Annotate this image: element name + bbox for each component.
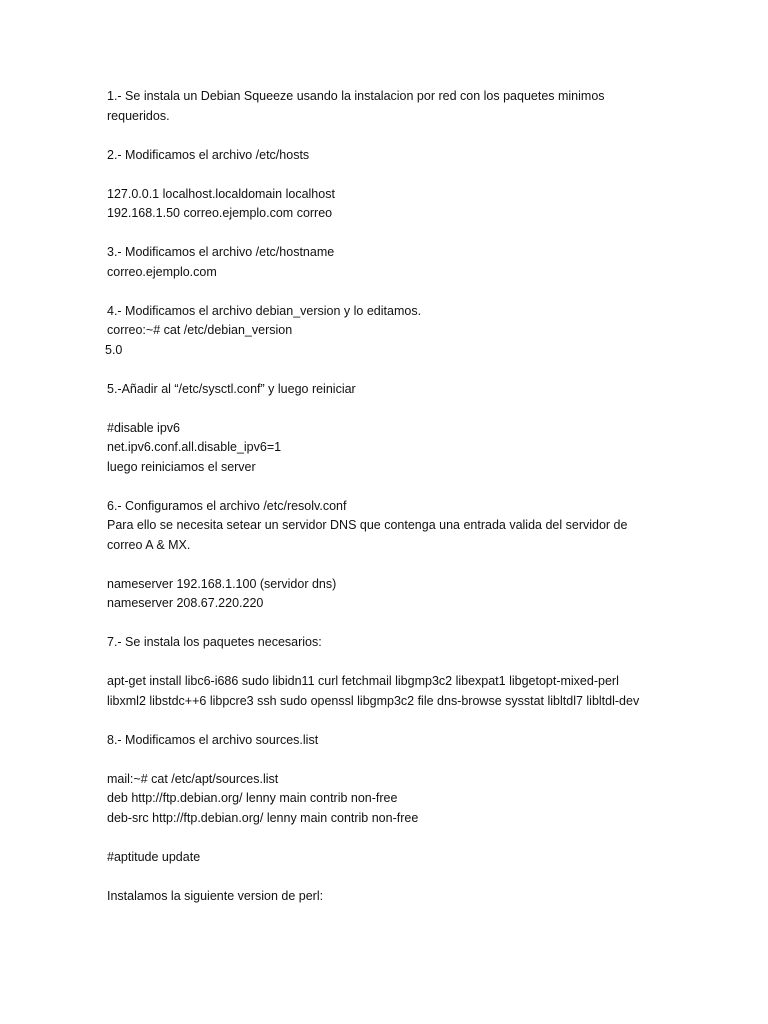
step-8-heading: 8.- Modificamos el archivo sources.list xyxy=(107,732,319,747)
document-body xyxy=(107,87,707,926)
aptitude-update-block xyxy=(107,848,707,868)
sources-list-content xyxy=(107,770,707,829)
step-1-line-2: requeridos. xyxy=(107,108,170,123)
step-6-desc-line-2: correo A & MX. xyxy=(107,537,191,552)
perl-heading-block xyxy=(107,887,707,907)
apt-get-line-1: apt-get install libc6-i686 sudo libidn11 curl fetchmail libgmp3c2 libexpat1 libgetopt-mixed-perl xyxy=(107,674,619,688)
step-4 xyxy=(107,302,707,361)
step-2-heading: 2.- Modificamos el archivo /etc/hosts xyxy=(107,147,310,162)
resolv-content xyxy=(107,575,707,614)
step-4-heading: 4.- Modificamos el archivo debian_version y lo editamos. xyxy=(107,303,422,318)
step-7-heading: 7.- Se instala los paquetes necesarios: xyxy=(107,635,322,649)
sysctl-line-2: net.ipv6.conf.all.disable_ipv6=1 xyxy=(107,440,282,454)
step-6 xyxy=(107,497,707,556)
debian-version-command: correo:~# cat /etc/debian_version xyxy=(107,323,293,337)
step-5-heading: 5.-Añadir al “/etc/sysctl.conf” y luego reiniciar xyxy=(107,381,356,396)
step-1 xyxy=(107,87,707,126)
step-1-line-1: 1.- Se instala un Debian Squeeze usando la instalacion por red con los paquetes minimos xyxy=(107,89,605,103)
step-7-heading-block xyxy=(107,633,707,653)
step-3-heading: 3.- Modificamos el archivo /etc/hostname xyxy=(107,245,335,259)
step-3 xyxy=(107,243,707,282)
apt-get-line-2: libxml2 libstdc++6 libpcre3 ssh sudo openssl libgmp3c2 file dns-browse sysstat libltdl7 libltdl-dev xyxy=(107,693,640,708)
step-6-heading: 6.- Configuramos el archivo /etc/resolv.conf xyxy=(107,498,347,513)
sysctl-content xyxy=(107,419,707,478)
sysctl-line-1: #disable ipv6 xyxy=(107,420,180,435)
step-2-heading-block xyxy=(107,146,707,166)
hosts-line-1: 127.0.0.1 localhost.localdomain localhost xyxy=(107,186,335,201)
debian-version-output: 5.0 xyxy=(105,342,123,357)
hosts-line-2: 192.168.1.50 correo.ejemplo.com correo xyxy=(107,206,333,220)
nameserver-line-2: nameserver 208.67.220.220 xyxy=(107,596,264,610)
hosts-content xyxy=(107,185,707,224)
sysctl-line-3: luego reiniciamos el server xyxy=(107,459,256,474)
step-6-desc-line-1: Para ello se necesita setear un servidor DNS que contenga una entrada valida del servidor de xyxy=(107,518,628,532)
nameserver-line-1: nameserver 192.168.1.100 (servidor dns) xyxy=(107,576,337,591)
sources-list-command: mail:~# cat /etc/apt/sources.list xyxy=(107,771,279,786)
apt-get-command xyxy=(107,672,707,711)
sources-list-line-1: deb http://ftp.debian.org/ lenny main contrib non-free xyxy=(107,791,398,805)
step-8-heading-block xyxy=(107,731,707,751)
step-5-heading-block xyxy=(107,380,707,400)
sources-list-line-2: deb-src http://ftp.debian.org/ lenny main contrib non-free xyxy=(107,810,419,825)
aptitude-update: #aptitude update xyxy=(107,849,201,864)
hostname-value: correo.ejemplo.com xyxy=(107,264,217,279)
perl-version-heading: Instalamos la siguiente version de perl: xyxy=(107,888,324,903)
